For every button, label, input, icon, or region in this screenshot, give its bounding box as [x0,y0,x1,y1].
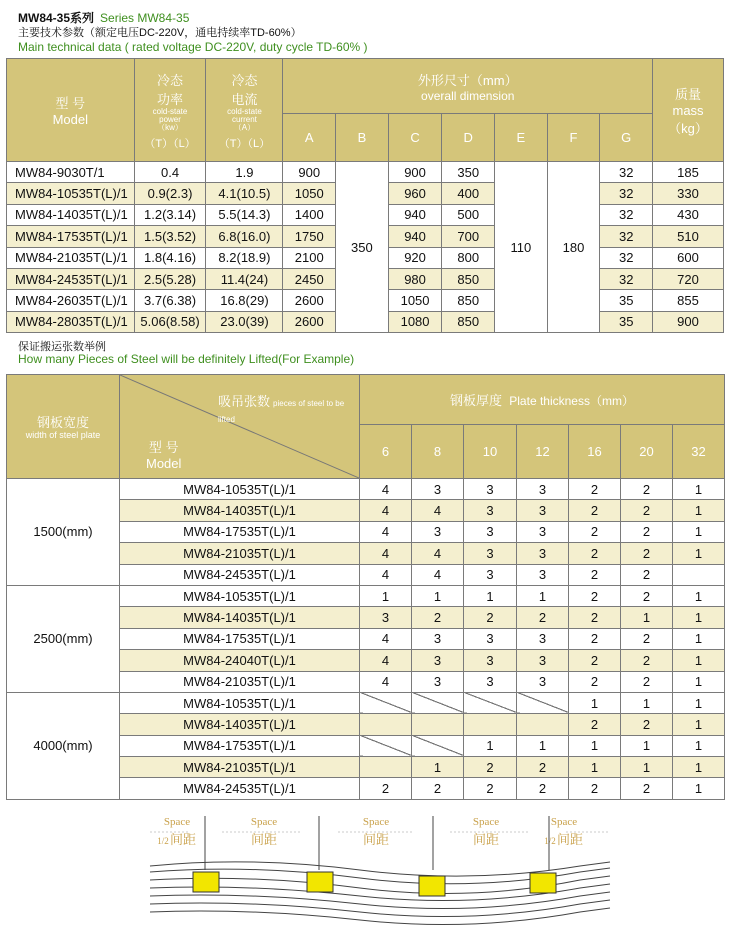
pieces-cell: 3 [517,521,569,542]
thickness-header: 钢板厚度 Plate thickness（mm） [360,375,725,425]
model-cell: MW84-17535T(L)/1 [7,226,135,247]
pieces-cell: 1 [569,692,621,713]
pieces-cell: 3 [412,521,464,542]
dim-a-cell: 2100 [283,247,336,268]
model-cell: MW84-24535T(L)/1 [120,564,360,585]
pieces-cell: 2 [621,521,673,542]
model-cell: MW84-10535T(L)/1 [120,479,360,500]
not-applicable-cell [464,692,517,713]
not-applicable-cell [517,692,569,713]
pieces-cell: 2 [621,585,673,606]
thickness-col-16: 16 [569,425,621,479]
pieces-cell: 1 [673,692,725,713]
dim-col-d: D [442,114,495,162]
current-cell: 11.4(24) [206,268,283,289]
pieces-cell: 3 [464,521,517,542]
dim-g-cell: 32 [600,183,653,204]
pieces-cell: 1 [673,628,725,649]
pieces-cell: 4 [360,543,412,564]
pieces-cell: 1 [412,585,464,606]
not-applicable-cell [360,757,412,778]
pieces-cell: 2 [569,564,621,585]
pieces-cell: 1 [673,671,725,692]
dim-d-cell: 850 [442,311,495,332]
pieces-cell: 1 [569,735,621,756]
pieces-cell: 2 [464,778,517,799]
model-header: 型 号 Model [7,59,135,162]
model-cell: MW84-21035T(L)/1 [120,757,360,778]
power-cell: 2.5(5.28) [134,268,206,289]
pieces-cell: 2 [569,543,621,564]
pieces-cell: 4 [360,650,412,671]
dim-c-cell: 980 [388,268,442,289]
plate-width-cell: 4000(mm) [7,692,120,799]
pieces-cell: 2 [569,500,621,521]
pieces-cell: 4 [360,671,412,692]
model-cell: MW84-28035T(L)/1 [7,311,135,332]
dim-c-cell: 1050 [388,290,442,311]
model-cell: MW84-24040T(L)/1 [120,650,360,671]
dim-c-cell: 960 [388,183,442,204]
pieces-cell: 3 [360,607,412,628]
mass-cell: 430 [653,204,724,225]
pieces-cell [673,564,725,585]
dim-d-cell: 700 [442,226,495,247]
pieces-cell: 2 [621,500,673,521]
dim-col-g: G [600,114,653,162]
pieces-cell: 3 [517,564,569,585]
model-cell: MW84-24535T(L)/1 [7,268,135,289]
dim-col-c: C [388,114,442,162]
model-cell: MW84-9030T/1 [7,162,135,183]
space-label-en: Space [472,816,500,828]
dim-c-cell: 1080 [388,311,442,332]
pieces-cell: 3 [517,543,569,564]
power-cell: 0.4 [134,162,206,183]
pieces-cell: 2 [517,778,569,799]
pieces-cell: 3 [412,628,464,649]
pieces-cell: 3 [464,479,517,500]
pieces-cell: 1 [673,479,725,500]
pieces-cell: 3 [464,564,517,585]
mass-cell: 600 [653,247,724,268]
pieces-cell: 2 [464,607,517,628]
current-cell: 8.2(18.9) [206,247,283,268]
mass-cell: 720 [653,268,724,289]
space-label-cn: 间距 [556,832,584,847]
dim-a-cell: 900 [283,162,336,183]
magnet-block [307,872,333,892]
pieces-cell: 1 [673,778,725,799]
lifting-row [7,692,725,713]
model-cell: MW84-10535T(L)/1 [120,585,360,606]
pieces-cell: 4 [360,479,412,500]
width-header: 钢板宽度 width of steel plate [7,375,120,479]
not-applicable-cell [517,714,569,735]
dim-e-cell: 110 [495,162,548,333]
model-cell: MW84-14035T(L)/1 [120,607,360,628]
pieces-cell: 4 [412,564,464,585]
pieces-cell: 1 [673,500,725,521]
pieces-cell: 2 [569,607,621,628]
model-cell: MW84-21035T(L)/1 [120,543,360,564]
magnet-block [193,872,219,892]
space-label-en: Space [163,816,191,828]
mass-header: 质量 mass （kg） [653,59,724,162]
model-cell: MW84-10535T(L)/1 [7,183,135,204]
pieces-cell: 3 [517,628,569,649]
lifting-row [7,479,725,500]
pieces-cell: 2 [621,650,673,671]
pieces-cell: 1 [673,714,725,735]
mass-cell: 855 [653,290,724,311]
dim-f-cell: 180 [547,162,600,333]
dim-a-cell: 2600 [283,290,336,311]
magnet-block [419,876,445,896]
pieces-cell: 2 [621,479,673,500]
pieces-cell: 3 [464,500,517,521]
pieces-cell: 4 [360,564,412,585]
current-header: 冷态 电流 cold-state current （A） （T）（L） [206,59,283,162]
dim-a-cell: 2600 [283,311,336,332]
pieces-cell: 1 [621,607,673,628]
not-applicable-cell [360,692,412,713]
pieces-cell: 3 [517,479,569,500]
half-label: 1/2 [544,836,556,846]
dim-d-cell: 400 [442,183,495,204]
pieces-cell: 1 [621,692,673,713]
not-applicable-cell [412,692,464,713]
mass-cell: 510 [653,226,724,247]
not-applicable-cell [412,735,464,756]
pieces-cell: 1 [673,585,725,606]
dim-d-cell: 500 [442,204,495,225]
pieces-cell: 2 [621,628,673,649]
dim-a-cell: 1750 [283,226,336,247]
pieces-cell: 3 [412,671,464,692]
not-applicable-cell [412,714,464,735]
dim-col-f: F [547,114,600,162]
model-cell: MW84-14035T(L)/1 [120,500,360,521]
example-title-en: How many Pieces of Steel will be definitely Lifted(For Example) [18,352,355,366]
current-cell: 4.1(10.5) [206,183,283,204]
current-cell: 5.5(14.3) [206,204,283,225]
power-header: 冷态 功率 cold-state power （kw） （T）（L） [134,59,206,162]
dim-c-cell: 920 [388,247,442,268]
tech-data-en: Main technical data ( rated voltage DC-220V, duty cycle TD-60% ) [18,40,368,54]
dim-g-cell: 32 [600,268,653,289]
dim-g-cell: 32 [600,162,653,183]
pieces-cell: 1 [621,757,673,778]
pieces-cell: 1 [464,735,517,756]
pieces-cell: 1 [673,607,725,628]
pieces-cell: 1 [412,757,464,778]
pieces-cell: 2 [621,714,673,735]
current-cell: 23.0(39) [206,311,283,332]
lifting-example-table [6,374,725,800]
space-label-en: Space [362,816,390,828]
space-label-cn: 间距 [362,832,390,847]
thickness-col-12: 12 [517,425,569,479]
dim-col-e: E [495,114,548,162]
pieces-cell: 1 [569,757,621,778]
magnet-block [530,873,556,893]
pieces-cell: 3 [464,650,517,671]
not-applicable-cell [464,714,517,735]
dim-col-b: B [336,114,389,162]
half-label: 1/2 [157,836,169,846]
model-cell: MW84-14035T(L)/1 [120,714,360,735]
thickness-col-32: 32 [673,425,725,479]
series-title-en: Series MW84-35 [100,11,190,25]
mass-cell: 900 [653,311,724,332]
pieces-cell: 2 [517,607,569,628]
pieces-cell: 4 [412,500,464,521]
pieces-cell: 4 [360,628,412,649]
pieces-cell: 1 [360,585,412,606]
space-label-cn: 间距 [250,832,278,847]
plate-width-cell: 2500(mm) [7,585,120,692]
dim-a-cell: 1400 [283,204,336,225]
not-applicable-cell [360,735,412,756]
dim-g-cell: 32 [600,247,653,268]
pieces-cell: 2 [621,671,673,692]
dim-g-cell: 32 [600,204,653,225]
power-cell: 5.06(8.58) [134,311,206,332]
dim-c-cell: 900 [388,162,442,183]
dim-a-cell: 2450 [283,268,336,289]
not-applicable-cell [360,714,412,735]
pieces-cell: 2 [569,521,621,542]
model-cell: MW84-14035T(L)/1 [7,204,135,225]
thickness-col-6: 6 [360,425,412,479]
power-cell: 1.2(3.14) [134,204,206,225]
pieces-cell: 2 [569,628,621,649]
pieces-cell: 2 [412,778,464,799]
dim-d-cell: 850 [442,268,495,289]
pieces-cell: 2 [412,607,464,628]
main-spec-table [6,58,724,333]
model-cell: MW84-26035T(L)/1 [7,290,135,311]
pieces-cell: 3 [412,479,464,500]
model-cell: MW84-17535T(L)/1 [120,628,360,649]
dim-col-a: A [283,114,336,162]
pieces-cell: 4 [360,521,412,542]
model-cell: MW84-17535T(L)/1 [120,735,360,756]
pieces-cell: 3 [464,628,517,649]
pieces-cell: 1 [517,585,569,606]
power-cell: 0.9(2.3) [134,183,206,204]
pieces-cell: 2 [569,585,621,606]
dim-g-cell: 32 [600,226,653,247]
pieces-cell: 2 [621,543,673,564]
dim-a-cell: 1050 [283,183,336,204]
current-cell: 16.8(29) [206,290,283,311]
model-label: 型 号 Model [146,440,182,471]
model-cell: MW84-10535T(L)/1 [120,692,360,713]
current-cell: 6.8(16.0) [206,226,283,247]
space-label-cn: 间距 [472,832,500,847]
pieces-cell: 2 [621,778,673,799]
pieces-cell: 1 [673,521,725,542]
pieces-cell: 2 [569,650,621,671]
series-title-cn: MW84-35系列 [18,11,95,25]
plate-width-cell: 1500(mm) [7,479,120,586]
pieces-cell: 3 [517,500,569,521]
pieces-cell: 3 [464,671,517,692]
pieces-cell: 1 [517,735,569,756]
pieces-cell: 1 [673,543,725,564]
lifting-spacing-diagram [0,808,730,926]
dim-d-cell: 850 [442,290,495,311]
pieces-cell: 2 [464,757,517,778]
model-cell: MW84-17535T(L)/1 [120,521,360,542]
dim-c-cell: 940 [388,204,442,225]
pieces-cell: 2 [569,714,621,735]
mass-cell: 330 [653,183,724,204]
pieces-label: 吸吊张数 pieces of steel to be lifted [218,394,345,424]
lifting-row [7,585,725,606]
pieces-model-header [120,375,360,479]
mass-cell: 185 [653,162,724,183]
pieces-cell: 1 [673,650,725,671]
tech-data-cn: 主要技术参数（额定电压DC-220V，通电持续率TD-60%） [18,27,302,39]
model-cell: MW84-21035T(L)/1 [7,247,135,268]
space-label-cn: 间距 [169,832,197,847]
pieces-cell: 4 [360,500,412,521]
pieces-cell: 1 [673,735,725,756]
model-cell: MW84-24535T(L)/1 [120,778,360,799]
pieces-cell: 1 [673,757,725,778]
power-cell: 1.5(3.52) [134,226,206,247]
dim-c-cell: 940 [388,226,442,247]
pieces-cell: 2 [569,479,621,500]
pieces-cell: 2 [517,757,569,778]
pieces-cell: 3 [412,650,464,671]
thickness-col-10: 10 [464,425,517,479]
pieces-cell: 1 [464,585,517,606]
power-cell: 3.7(6.38) [134,290,206,311]
pieces-cell: 2 [621,564,673,585]
current-cell: 1.9 [206,162,283,183]
dim-g-cell: 35 [600,311,653,332]
spec-row [7,162,724,183]
dim-b-cell: 350 [336,162,389,333]
thickness-col-8: 8 [412,425,464,479]
model-cell: MW84-21035T(L)/1 [120,671,360,692]
power-cell: 1.8(4.16) [134,247,206,268]
pieces-cell: 3 [464,543,517,564]
dim-d-cell: 350 [442,162,495,183]
pieces-cell: 2 [569,778,621,799]
space-label-en: Space [250,816,278,828]
pieces-cell: 1 [621,735,673,756]
example-title-cn: 保证搬运张数举例 [18,341,106,353]
dimension-header: 外形尺寸（mm） overall dimension [283,59,653,114]
pieces-cell: 3 [517,650,569,671]
dim-g-cell: 35 [600,290,653,311]
pieces-cell: 3 [517,671,569,692]
space-label-en: Space [550,816,578,828]
pieces-cell: 2 [569,671,621,692]
thickness-col-20: 20 [621,425,673,479]
pieces-cell: 2 [360,778,412,799]
dim-d-cell: 800 [442,247,495,268]
pieces-cell: 4 [412,543,464,564]
